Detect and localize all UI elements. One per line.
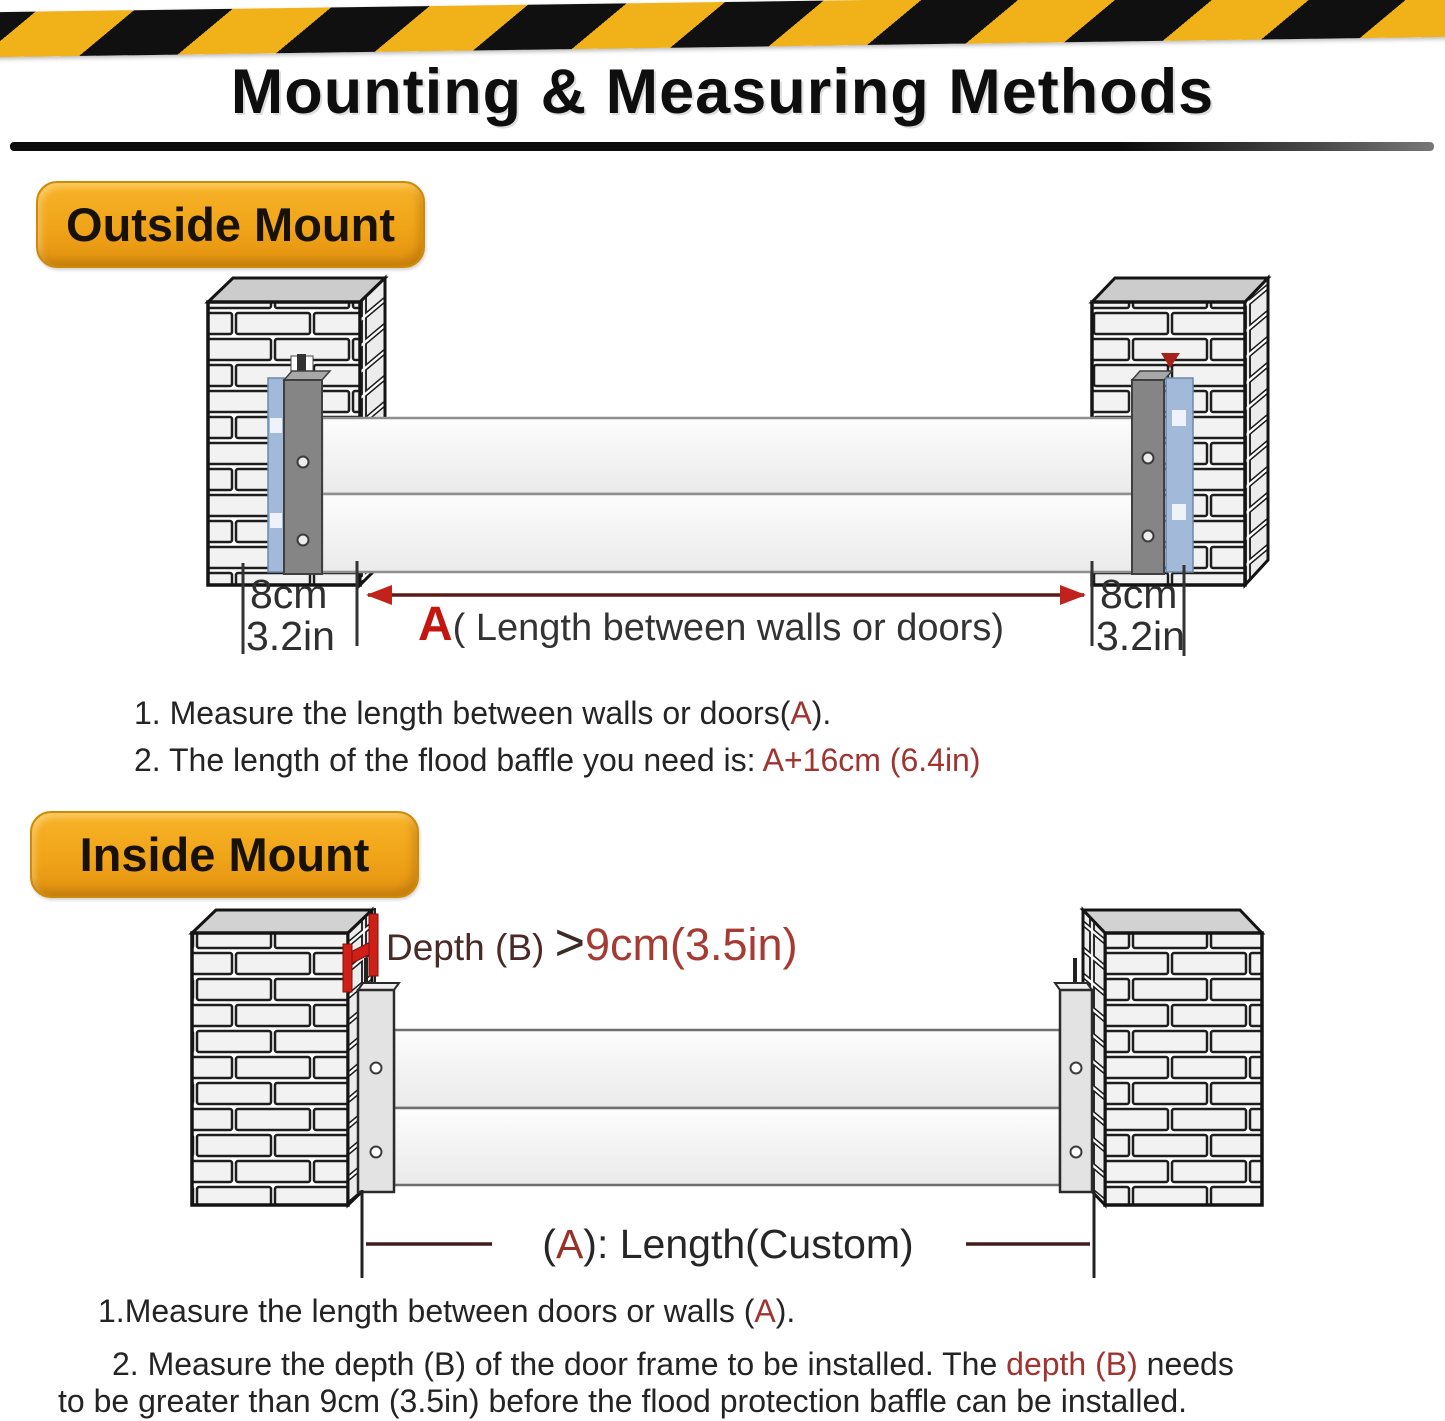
length-dimension — [362, 1190, 1094, 1278]
dim-right-in: 3.2in — [1096, 613, 1185, 659]
barrier-panel-bottom — [394, 1108, 1060, 1185]
seal-mark — [1172, 410, 1186, 426]
pillar-top-face — [192, 910, 372, 933]
screw-hole — [1071, 1063, 1082, 1074]
left-mounting-channel — [358, 958, 399, 1192]
instruction-text: 2. Measure the depth (B) of the door frame to be installed. The — [112, 1346, 1007, 1382]
barrier-panel-top — [394, 1030, 1060, 1108]
seal-mark — [1172, 504, 1186, 520]
seal-strip — [1166, 378, 1193, 572]
left-mounting-channel — [268, 354, 330, 574]
length-label: (A): Length(Custom) — [542, 1221, 914, 1267]
pillar-front-face — [192, 933, 348, 1205]
instruction-text: 2. The length of the flood baffle you need is: — [134, 742, 763, 778]
screw-hole — [298, 457, 309, 468]
inside-instruction-1 — [98, 1293, 795, 1330]
pillar-front-face — [1105, 933, 1262, 1205]
instruction-text: to be greater than 9cm (3.5in) before the flood protection baffle can be installed. — [58, 1383, 1188, 1419]
inside-mount-badge-label: Inside Mount — [79, 828, 370, 881]
arrowhead-left-icon — [366, 585, 392, 605]
pillar-side-face — [1245, 278, 1268, 585]
right-mounting-channel — [1132, 353, 1193, 574]
dim-left-in: 3.2in — [246, 613, 335, 659]
screw-hole — [1071, 1147, 1082, 1158]
instruction-highlight: A+16cm (6.4in) — [762, 742, 981, 778]
outside-instruction-1 — [134, 695, 831, 732]
instruction-text: ). — [811, 695, 832, 731]
channel-body — [1060, 990, 1092, 1192]
pillar-top-face — [1083, 910, 1262, 933]
outside-mount-diagram — [0, 258, 1445, 660]
bracket-post — [343, 944, 352, 992]
bracket-post — [369, 914, 378, 976]
right-mounting-channel — [1055, 958, 1092, 1192]
hazard-stripe-banner — [0, 0, 1445, 57]
channel-body — [358, 990, 394, 1192]
instruction-accent: A — [790, 695, 812, 731]
dimension-annotations — [243, 561, 1185, 659]
flood-barrier — [322, 418, 1134, 572]
depth-label: Depth (B) >9cm(3.5in) — [386, 914, 798, 972]
inside-instruction-3 — [58, 1383, 1187, 1420]
page-title: Mounting & Measuring Methods — [230, 57, 1215, 127]
dim-right-cm: 8cm — [1100, 571, 1178, 617]
span-length-label: A( Length between walls or doors) — [418, 598, 1004, 651]
channel-body — [1132, 380, 1164, 574]
instruction-text: ). — [775, 1293, 796, 1329]
barrier-panel-top — [322, 418, 1134, 494]
instruction-text: 1. Measure the length between walls or doors( — [134, 695, 791, 731]
screw-hole — [298, 535, 309, 546]
seal-mark — [270, 513, 282, 528]
screw-hole — [371, 1063, 382, 1074]
screw-hole — [1143, 531, 1154, 542]
instruction-text: 1.Measure the length between doors or walls ( — [98, 1293, 755, 1329]
instruction-highlight: depth (B) — [1006, 1346, 1138, 1382]
inside-instruction-2 — [112, 1346, 1234, 1383]
screw-hole — [1143, 453, 1154, 464]
outside-mount-badge-label: Outside Mount — [66, 198, 395, 251]
arrowhead-right-icon — [1060, 585, 1086, 605]
inside-mount-badge — [30, 811, 419, 898]
flood-barrier — [394, 1030, 1060, 1185]
barrier-panel-bottom — [322, 494, 1134, 572]
instruction-text: needs — [1137, 1346, 1234, 1382]
seal-mark — [270, 418, 282, 433]
inside-mount-diagram — [0, 898, 1445, 1298]
title-underline — [10, 142, 1434, 151]
pillar-top-face — [208, 278, 385, 302]
channel-top-bevel — [284, 371, 330, 380]
pillar-top-face — [1092, 278, 1268, 302]
instruction-accent: A — [754, 1293, 776, 1329]
outside-mount-badge — [36, 181, 425, 268]
seal-strip — [268, 378, 284, 572]
outside-instruction-2 — [134, 742, 981, 779]
right-brick-pillar — [1083, 910, 1262, 1205]
screw-hole — [371, 1147, 382, 1158]
dim-left-cm: 8cm — [250, 571, 328, 617]
